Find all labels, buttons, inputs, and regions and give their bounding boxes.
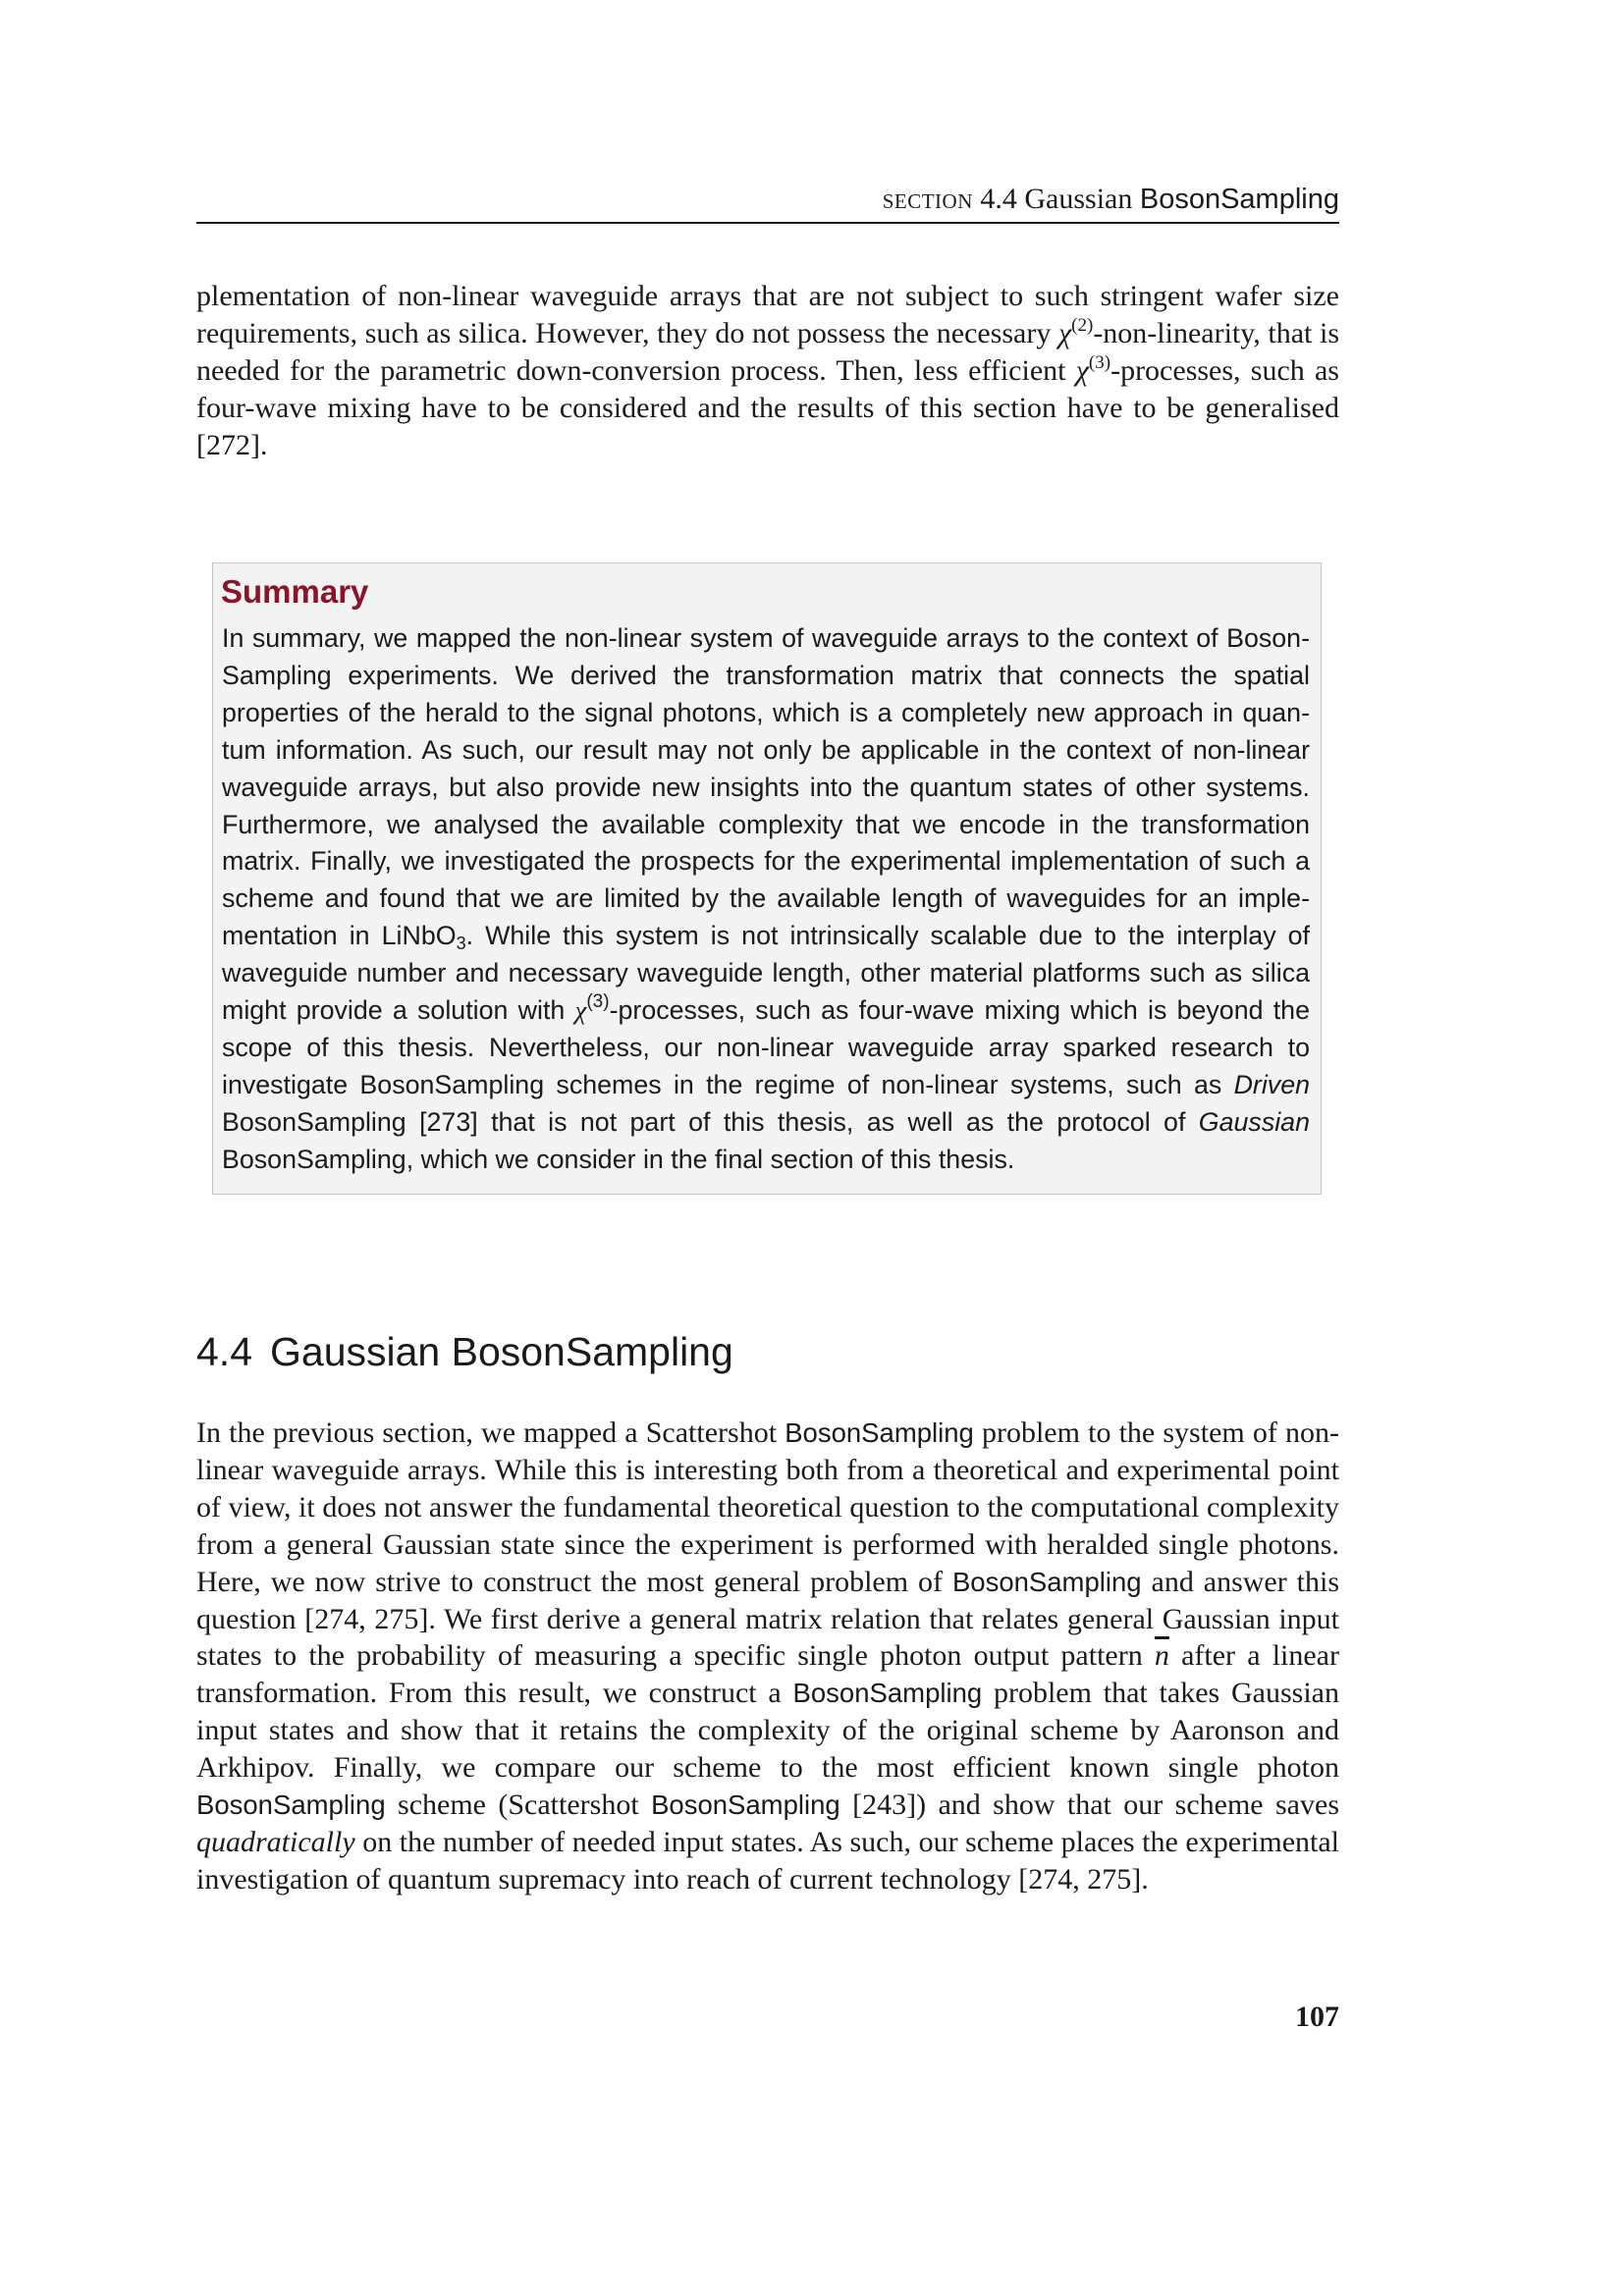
section-number: 4.4 <box>196 1329 252 1374</box>
quadratically-emphasis: quadratically <box>196 1825 355 1858</box>
intro-text-3: -processes, such as four-wave mixing have to be considered and the results of this section have to be generalised [272]. <box>196 353 1339 461</box>
chi-symbol: χ <box>574 995 587 1026</box>
summary-text <box>222 620 1310 1179</box>
summary-text-1: In summary, we mapped the non-linear system of waveguide arrays to the context of BosonSampling experiments. We derived the transformation matrix that connects the spatial properties of the herald to the signal photons, which is a completely new approach in quantum information. As such, our result may not only be applicable in the context of non-linear waveguide arrays, but also provide new insights into the quantum states of other systems. Furthermore, we analysed the available complexity that we encode in the transformation matrix. Finally, we investigated the prospects for the experimental implementation of such a scheme and found that we are limited by the available length of waveguides for an implementation in <box>222 623 1310 951</box>
running-header <box>196 180 1339 219</box>
header-section-number: 4.4 <box>980 183 1017 215</box>
header-title-serif: Gaussian <box>1024 183 1133 215</box>
bosonsampling-term: BosonSampling <box>792 1678 983 1709</box>
body-text: scheme (Scattershot <box>385 1789 652 1822</box>
page-number: 107 <box>1295 2001 1339 2033</box>
chi-symbol: χ <box>1075 353 1089 387</box>
body-text: problem that takes Gaussian input states and show that it retains the complexity of the original scheme by Aaronson and Arkhipov. Finally, we compare our scheme to the most efficient known single photon <box>196 1677 1339 1785</box>
bosonsampling-term: BosonSampling <box>196 1789 386 1821</box>
chi-symbol: χ <box>1057 316 1072 349</box>
linbo-formula: LiNbO <box>381 921 457 951</box>
chi-superscript: (3) <box>1088 351 1111 373</box>
body-text: on the number of needed input states. As such, our scheme places the experimental investigation of quantum supremacy into reach of current technology [274, 275]. <box>196 1825 1339 1896</box>
section-title: Gaussian BosonSampling <box>270 1329 733 1374</box>
header-rule <box>196 222 1339 224</box>
summary-text-3: -processes, such as four-wave mixing which is beyond the scope of this thesis. Nevertheless, our non-linear waveguide array sparked research to investigate BosonSampling schemes in the regime of non-linear systems, such as <box>222 995 1310 1099</box>
chi-superscript: (3) <box>586 991 610 1013</box>
chi-superscript: (2) <box>1071 314 1094 336</box>
nbar-symbol: $\overline{n}$ <box>1154 1639 1169 1673</box>
section-heading <box>196 1327 733 1376</box>
bosonsampling-term: BosonSampling <box>785 1417 974 1448</box>
intro-paragraph <box>196 278 1339 464</box>
driven-emphasis: Driven <box>1233 1069 1310 1099</box>
summary-text-2: . While this system is not intrinsically scalable due to the interplay of waveguide number and necessary waveguide length, other material platforms such as silica might provide a solution with <box>222 921 1310 1026</box>
intro-text-2: -non-linearity, that is needed for the parametric down-conversion process. Then, less efficient <box>196 316 1339 387</box>
body-paragraph <box>196 1415 1339 1898</box>
linbo-subscript: 3 <box>456 934 466 954</box>
intro-text-1: plementation of non-linear waveguide arrays that are not subject to such stringent wafer size requirements, such as silica. However, they do not possess the necessary <box>196 280 1339 349</box>
summary-text-5: BosonSampling, which we consider in the final section of this thesis. <box>222 1144 1015 1174</box>
gaussian-emphasis: Gaussian <box>1198 1106 1310 1137</box>
summary-text-4: BosonSampling [273] that is not part of this thesis, as well as the protocol of <box>222 1106 1199 1137</box>
header-section-word: section <box>882 183 973 215</box>
summary-title: Summary <box>221 573 369 610</box>
body-text: problem to the system of non-linear waveguide arrays. While this is interesting both from a theoretical and experimental point of view, it does not answer the fundamental theoretical question to the computational complexity from a general Gaussian state since the experiment is performed with heralded single photons. Here, we now strive to construct the most general problem of <box>196 1416 1340 1598</box>
body-text: In the previous section, we mapped a Scattershot <box>196 1416 785 1449</box>
body-text: [243]) and show that our scheme saves <box>839 1789 1339 1822</box>
bosonsampling-term: BosonSampling <box>951 1566 1142 1597</box>
body-text: and answer this question [274, 275]. We first derive a general matrix relation that relates general Gaussian input states to the probability of measuring a specific single photon output pattern <box>196 1565 1339 1673</box>
bosonsampling-term: BosonSampling <box>651 1789 840 1821</box>
header-title-sans: BosonSampling <box>1139 184 1339 215</box>
body-text: after a linear transformation. From this result, we construct a <box>196 1639 1339 1710</box>
